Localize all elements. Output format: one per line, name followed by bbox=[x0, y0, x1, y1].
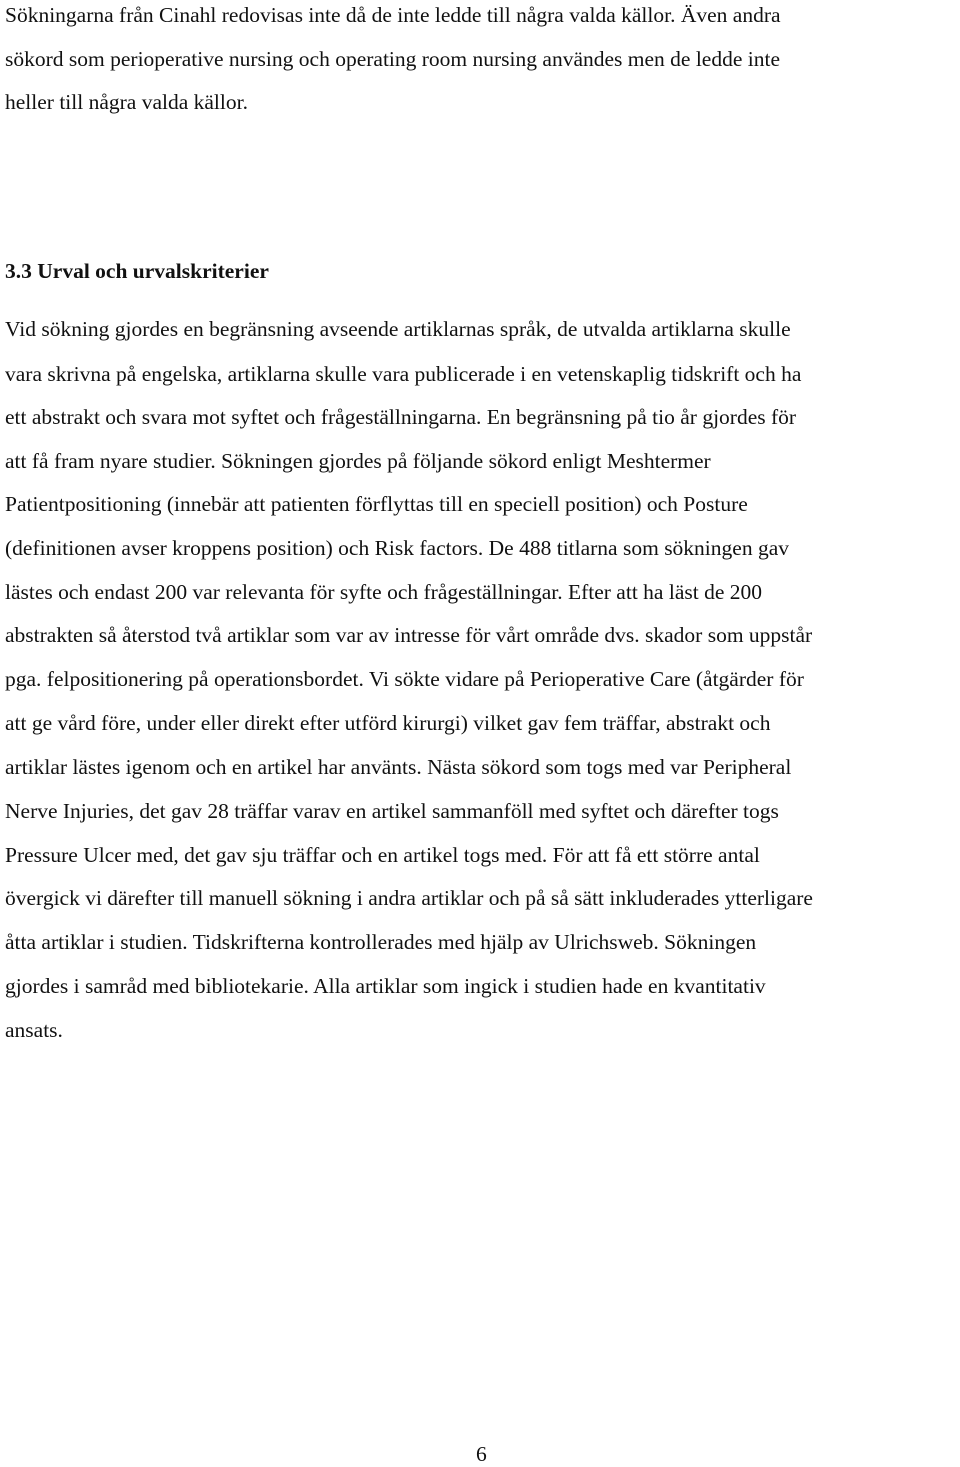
body-line: övergick vi därefter till manuell sökning i andra artiklar och på så sätt inkluderades ytterligare bbox=[5, 886, 813, 910]
body-line: Patientpositioning (innebär att patienten förflyttas till en speciell position) och Posture bbox=[5, 492, 748, 516]
body-line: vara skrivna på engelska, artiklarna skulle vara publicerade i en vetenskaplig tidskrift och ha bbox=[5, 362, 802, 386]
body-line: åtta artiklar i studien. Tidskrifterna kontrollerades med hjälp av Ulrichsweb. Sökningen bbox=[5, 930, 757, 954]
body-line: lästes och endast 200 var relevanta för syfte och frågeställningar. Efter att ha läst de 200 bbox=[5, 580, 762, 604]
body-line: Vid sökning gjordes en begränsning avseende artiklarnas språk, de utvalda artiklarna skulle bbox=[5, 317, 791, 341]
body-line: artiklar lästes igenom och en artikel har använts. Nästa sökord som togs med var Peripheral bbox=[5, 755, 792, 779]
body-line: ansats. bbox=[5, 1018, 63, 1042]
body-line: att ge vård före, under eller direkt efter utförd kirurgi) vilket gav fem träffar, abstrakt och bbox=[5, 711, 771, 735]
intro-line: Sökningarna från Cinahl redovisas inte då de inte ledde till några valda källor. Även andra bbox=[5, 3, 781, 27]
body-line: gjordes i samråd med bibliotekarie. Alla artiklar som ingick i studien hade en kvantitativ bbox=[5, 974, 766, 998]
section-heading: 3.3 Urval och urvalskriterier bbox=[5, 259, 269, 283]
page-number: 6 bbox=[476, 1442, 487, 1466]
body-line: ett abstrakt och svara mot syftet och frågeställningarna. En begränsning på tio år gjordes för bbox=[5, 405, 797, 429]
body-line: Pressure Ulcer med, det gav sju träffar och en artikel togs med. För att få ett större antal bbox=[5, 843, 760, 867]
body-line: Nerve Injuries, det gav 28 träffar varav en artikel sammanföll med syftet och därefter togs bbox=[5, 799, 779, 823]
body-line: abstrakten så återstod två artiklar som var av intresse för vårt område dvs. skador som uppstår bbox=[5, 623, 813, 647]
body-line: pga. felpositionering på operationsbordet. Vi sökte vidare på Perioperative Care (åtgärder för bbox=[5, 667, 804, 691]
intro-line: heller till några valda källor. bbox=[5, 90, 248, 114]
intro-line: sökord som perioperative nursing och operating room nursing användes men de ledde inte bbox=[5, 47, 780, 71]
body-line: att få fram nyare studier. Sökningen gjordes på följande sökord enligt Meshtermer bbox=[5, 449, 711, 473]
body-line: (definitionen avser kroppens position) och Risk factors. De 488 titlarna som sökningen gav bbox=[5, 536, 789, 560]
